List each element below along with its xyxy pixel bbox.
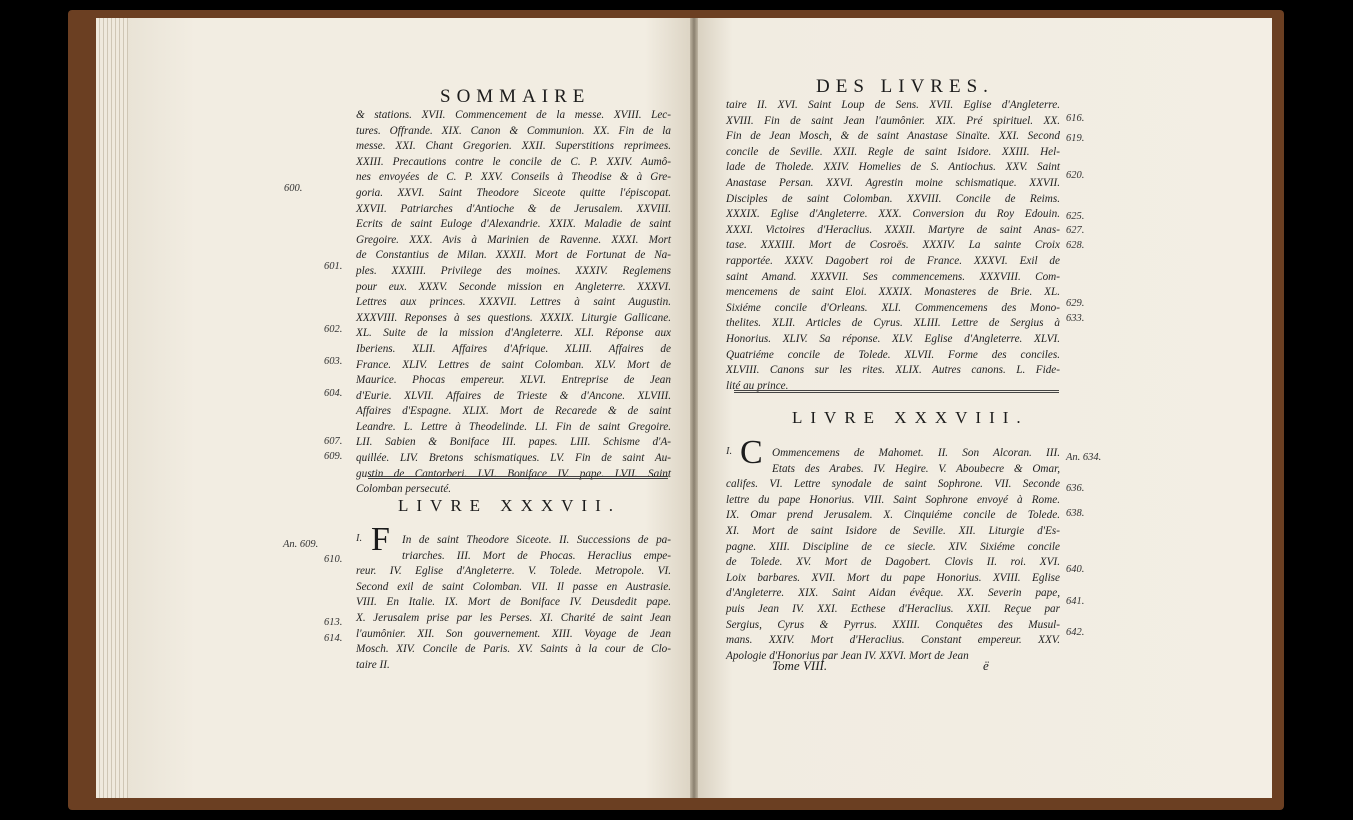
text-line: mans. XXIV. Mort d'Heraclius. Constant empereur. XXV. [726,634,1060,647]
book-gutter [690,18,698,798]
section-rule [368,476,668,479]
text-line: Leandre. L. Lettre à Theodelinde. LI. Fin de saint Gregoire. [356,420,671,433]
text-line: Affaires d'Espagne. XLIX. Mort de Recarede & de saint [356,405,671,418]
text-line: califes. VI. Lettre synodale de saint Sophrone. VII. Seconde [726,478,1060,491]
text-line: thelites. XLII. Articles de Cyrus. XLIII. Lettre de Sergius à [726,317,1060,330]
text-line: XXXI. Victoires d'Heraclius. XXXII. Martyre de saint Anas- [726,223,1060,236]
section-number: I. [726,446,733,457]
text-line: Quatriéme concile de Tolede. XLVII. Forme des conciles. [726,348,1060,361]
margin-year: 619. [1066,133,1085,144]
margin-year: 607. [324,436,343,447]
text-line: triarches. III. Mort de Phocas. Heraclius empe- [402,549,671,562]
page-heading: SOMMAIRE [440,86,591,107]
text-line: quillée. LIV. Bretons schismatiques. LV. Fin de saint Au- [356,452,671,465]
text-line: Gregoire. XXX. Avis à Marinien de Ravenne. XXXI. Mort [356,233,671,246]
margin-year: 609. [324,451,343,462]
margin-year: 604. [324,388,343,399]
text-line: XXXIX. Eglise d'Angleterre. XXX. Conversion du Roy Edouin. [726,208,1060,221]
text-line: XXVII. Patriarches d'Antioche & de Jerusalem. XXVIII. [356,202,671,215]
text-line: VIII. En Italie. IX. Mort de Boniface IV. Deusdedit pape. [356,596,671,609]
margin-year: An. 609. [283,539,319,550]
text-line: XL. Suite de la mission d'Angleterre. XLI. Réponse aux [356,327,671,340]
volume-footer: Tome VIII. [772,658,828,673]
text-line: XXIII. Precautions contre le concile de C. P. XXIV. Aumô- [356,155,671,168]
text-line: reur. IV. Eglise d'Angleterre. V. Tolede. Metropole. VI. [356,565,671,578]
margin-year: 640. [1066,564,1085,575]
margin-year: 620. [1066,170,1085,181]
text-line: Colomban persecuté. [356,483,452,496]
text-line: tures. Offrande. XIX. Canon & Communion. XX. Fin de la [356,124,671,137]
text-line: nes envoyées de C. P. XXV. Conseils à Theodise & à Gre- [356,171,671,184]
text-line: de Constantius de Milan. XXXII. Mort de Fortunat de Na- [356,249,671,262]
text-line: lettre du pape Honorius. VIII. Saint Sophrone envoyé à Rome. [726,493,1060,506]
book-title: LIVRE XXXVII. [398,496,621,515]
text-line: & stations. XVII. Commencement de la messe. XVIII. Lec- [356,109,671,121]
text-line: X. Jerusalem prise par les Perses. XI. Charité de saint Jean [356,611,671,624]
margin-year: 602. [324,324,343,335]
margin-year: 601. [324,261,343,272]
text-line: IX. Omar prend Jerusalem. X. Cinquiéme concile de Tolede. [726,509,1060,522]
text-line: taire II. [356,658,390,671]
text-line: Iberiens. XLII. Affaires d'Afrique. XLIII. Affaires de [356,342,671,355]
text-line: saint Amand. XXXVII. Ses commencemens. XXXVIII. Com- [726,270,1060,283]
book-summary-text [726,446,1060,664]
summary-text [356,108,671,498]
margin-year: 641. [1066,596,1085,607]
book-title: LIVRE XXXVIII. [792,408,1029,427]
text-line: d'Angleterre. XIX. Saint Aidan évêque. XX. Severin pape, [726,587,1060,600]
text-line: XVIII. Fin de saint Jean l'aumônier. XIX. Pré spirituel. XX. [726,114,1060,127]
text-line: pagne. XIII. Discipline de ce siecle. XIV. Sixiéme concile [726,540,1060,553]
text-line: mencemens de saint Eloi. XXXIX. Monasteres de Brie. XL. [726,286,1060,299]
drop-cap: C [740,434,763,471]
text-line: gustin de Cantorberi. LVI. Boniface IV. pape. LVII. Saint [356,467,671,480]
text-line: l'aumônier. XII. Son gouvernement. XIII. Voyage de Jean [356,627,671,640]
text-line: In de saint Theodore Siceote. II. Successions de pa- [402,534,671,546]
margin-year: 616. [1066,113,1085,124]
summary-text [726,98,1060,394]
margin-year: 613. [324,617,343,628]
margin-year: 636. [1066,483,1085,494]
page-edges [96,18,130,798]
margin-year: 600. [284,183,303,194]
margin-year: 627. [1066,225,1085,236]
text-line: puis Jean IV. XXI. Ecthese d'Heraclius. XXII. Reçue par [726,602,1060,615]
text-line: Etats des Arabes. IV. Hegire. V. Aboubecre & Omar, [772,462,1060,475]
margin-year: An. 634. [1066,452,1102,463]
margin-year: 629. [1066,298,1085,309]
text-line: XXXVIII. Reponses à ses questions. XXXIX. Liturgie Gallicane. [356,311,671,324]
text-line: Mosch. XIV. Concile de Paris. XV. Saints à la cour de Clo- [356,643,671,656]
margin-year: 633. [1066,313,1085,324]
text-line: rapportée. XXXV. Dagobert roi de France. XXXVI. Exil de [726,254,1060,267]
text-line: taire II. XVI. Saint Loup de Sens. XVII. Eglise d'Angleterre. [726,99,1060,111]
text-line: pour eux. XXXV. Seconde mission en Angleterre. XXXVI. [356,280,671,293]
text-line: lité au prince. [726,379,789,392]
margin-year: 625. [1066,211,1085,222]
text-line: Disciples de saint Colomban. XXVIII. Concile de Reims. [726,192,1060,205]
text-line: messe. XXI. Chant Gregorien. XXII. Superstitions reprimees. [356,140,671,153]
section-number: I. [356,533,363,544]
text-line: tase. XXXIII. Mort de Cosroës. XXXIV. La sainte Croix [726,239,1060,252]
book-summary-text [356,533,671,673]
text-line: Second exil de saint Colomban. VII. Il passe en Austrasie. [356,580,671,593]
text-line: Ommencemens de Mahomet. II. Son Alcoran. III. [772,447,1060,459]
text-line: XLVIII. Canons sur les rites. XLIX. Autres canons. L. Fide- [726,364,1060,377]
page-heading: DES LIVRES. [816,76,994,97]
margin-year: 603. [324,356,343,367]
signature-mark: ë [983,658,989,673]
text-line: France. XLIV. Lettres de saint Colomban. XLV. Mort de [356,358,671,371]
text-line: concile de Seville. XXII. Regle de saint Isidore. XXIII. Hel- [726,145,1060,158]
text-line: ples. XXXIII. Privilege des moines. XXXIV. Reglemens [356,264,671,277]
text-line: XI. Mort de saint Isidore de Seville. XII. Liturgie d'Es- [726,524,1060,537]
text-line: Fin de Jean Mosch, & de saint Anastase Sinaïte. XXI. Second [726,130,1060,143]
text-line: de Tolede. XV. Mort de Dagobert. Clovis II. roi. XVI. [726,556,1060,569]
text-line: Sergius, Cyrus & Pyrrus. XXIII. Conquêtes des Musul- [726,618,1060,631]
text-line: Sixiéme concile d'Orleans. XLI. Commencemens des Mono- [726,301,1060,314]
drop-cap: F [371,521,390,558]
text-line: LII. Sabien & Boniface III. papes. LIII. Schisme d'A- [356,436,671,449]
margin-year: 628. [1066,240,1085,251]
section-rule [734,390,1059,393]
margin-year: 614. [324,633,343,644]
margin-year: 638. [1066,508,1085,519]
left-page [128,18,690,798]
text-line: d'Eurie. XLVII. Affaires de Trieste & d'Ancone. XLVIII. [356,389,671,402]
text-line: Honorius. XLIV. Sa réponse. XLV. Eglise d'Angleterre. XLVI. [726,332,1060,345]
margin-year: 642. [1066,627,1085,638]
text-line: Lettres aux princes. XXXVII. Lettres à saint Augustin. [356,296,671,309]
right-page [698,18,1272,798]
text-line: Maurice. Phocas empereur. XLVI. Entreprise de Jean [356,374,671,387]
text-line: Ecrits de saint Euloge d'Alexandrie. XXIX. Maladie de saint [356,218,671,231]
text-line: goria. XXVI. Saint Theodore Siceote quitte l'épiscopat. [356,186,671,199]
margin-year: 610. [324,554,343,565]
text-line: Loix barbares. XVII. Mort du pape Honorius. XVIII. Eglise [726,571,1060,584]
text-line: lade de Tholede. XXIV. Homelies de S. Antiochus. XXV. Saint [726,161,1060,174]
text-line: Anastase Persan. XXVI. Agrestin moine schismatique. XXVII. [726,176,1060,189]
text-line: Apologie d'Honorius par Jean IV. XXVI. Mort de Jean [726,649,969,662]
